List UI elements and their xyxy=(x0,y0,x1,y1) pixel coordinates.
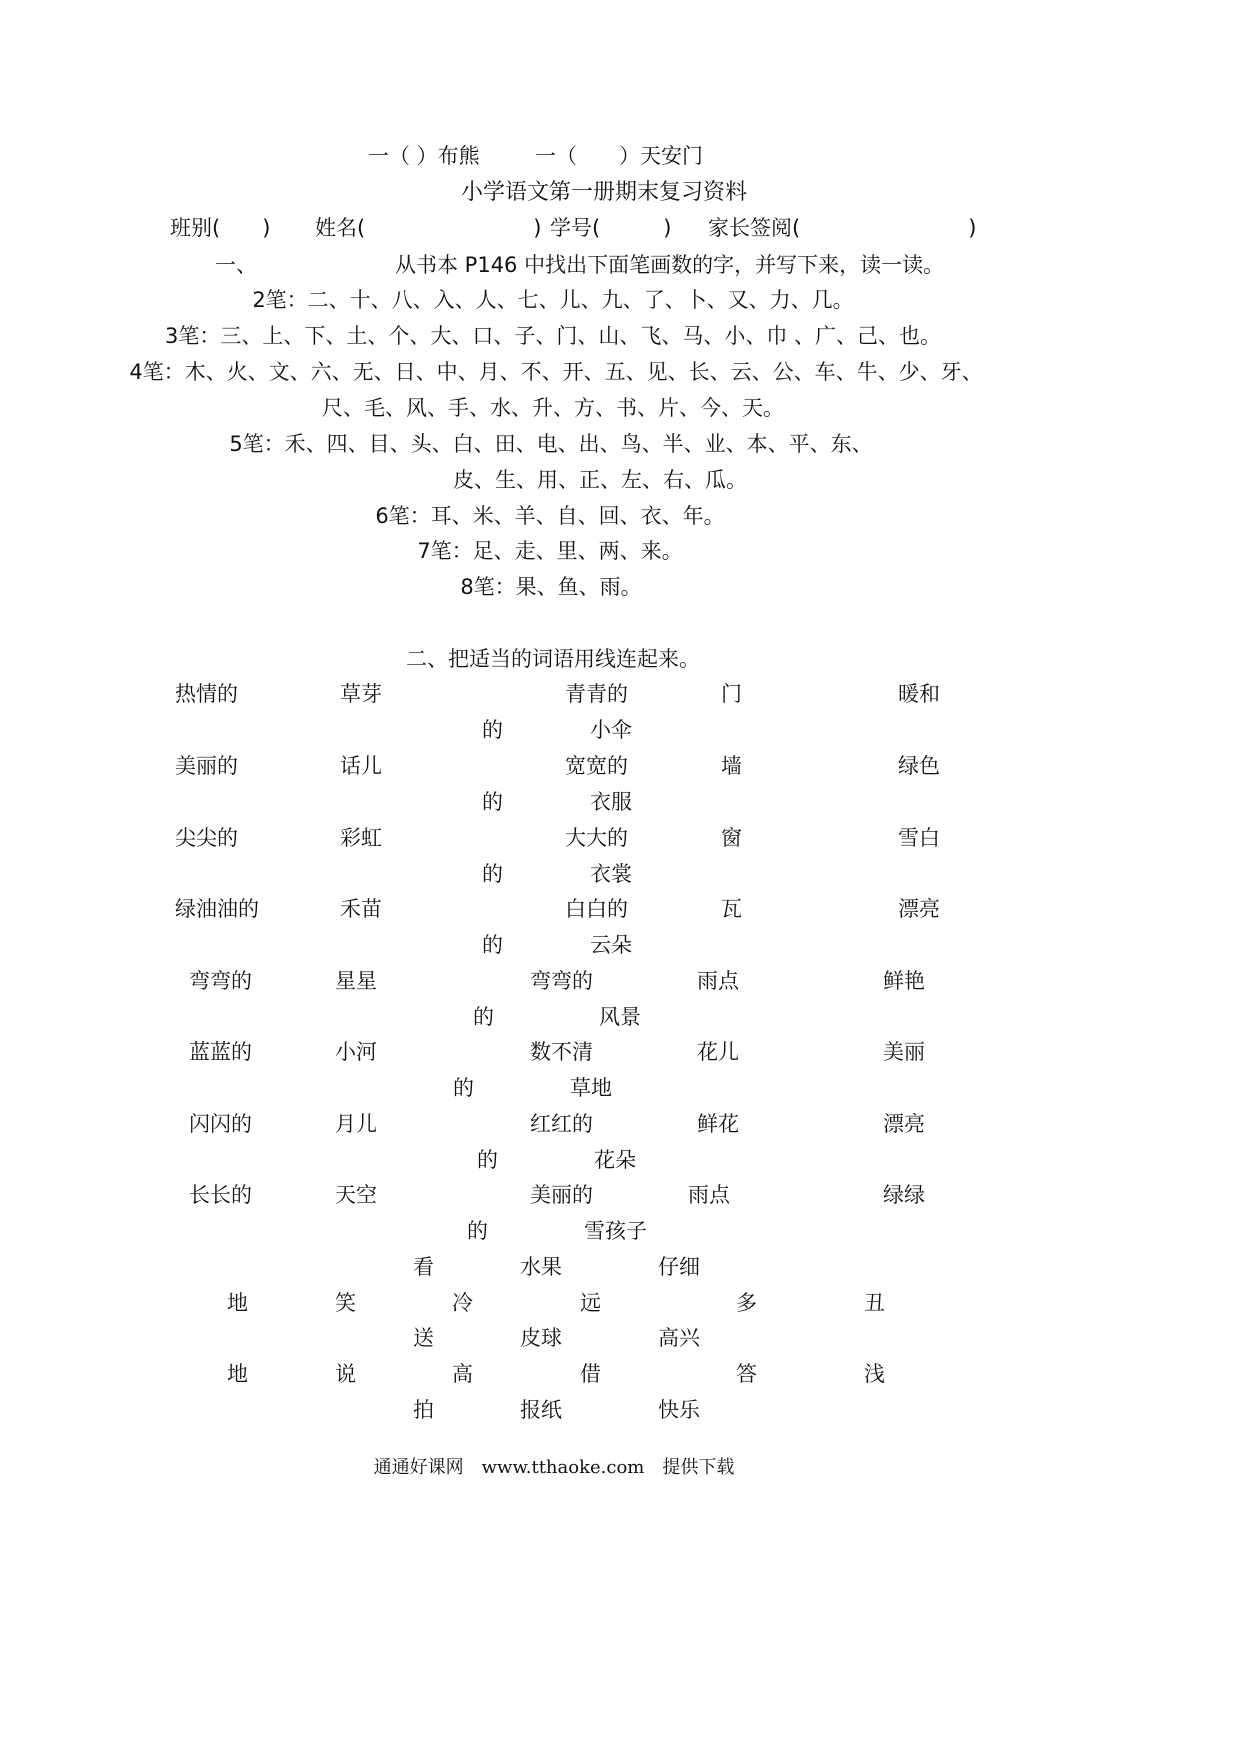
de-particle: 的 xyxy=(482,718,503,742)
verb-object: 水果 xyxy=(520,1255,562,1279)
word-noun: 星星 xyxy=(335,969,377,993)
verb-word: 看 xyxy=(413,1255,434,1279)
sub-word: 雪孩子 xyxy=(584,1219,647,1243)
de-particle: 的 xyxy=(482,933,503,957)
page-title: 小学语文第一册期末复习资料 xyxy=(460,180,748,205)
opposite-word: 答 xyxy=(736,1362,757,1386)
opposite-word: 远 xyxy=(580,1291,601,1315)
word-right: 绿绿 xyxy=(883,1183,925,1207)
section1-instruction: 从书本 P146 中找出下面笔画数的字，并写下来，读一读。 xyxy=(395,253,945,277)
stroke-line-8: 8笔：果、鱼、雨。 xyxy=(460,575,642,599)
opposite-word: 高 xyxy=(452,1362,473,1386)
stroke-line-5a: 5笔：禾、四、目、头、白、田、电、出、鸟、半、业、本、平、东、 xyxy=(229,432,873,456)
word-right: 绿色 xyxy=(898,754,940,778)
word-noun: 禾苗 xyxy=(340,897,382,921)
de-particle: 的 xyxy=(482,862,503,886)
word-noun: 月儿 xyxy=(335,1112,377,1136)
word-object: 墙 xyxy=(721,754,742,778)
adverb-word: 仔细 xyxy=(658,1255,700,1279)
section2-heading: 二、把适当的词语用线连起来。 xyxy=(406,647,700,671)
page-footer: 通通好课网 www.tthaoke.com 提供下载 xyxy=(373,1457,735,1478)
stroke-line-6: 6笔：耳、米、羊、自、回、衣、年。 xyxy=(375,504,725,528)
stroke-line-3: 3笔：三、上、下、土、个、大、口、子、门、山、飞、马、小、巾 、广、己、也。 xyxy=(164,324,942,348)
word-left: 弯弯的 xyxy=(189,969,252,993)
verb-word: 笑 xyxy=(335,1291,356,1315)
word-noun: 彩虹 xyxy=(340,826,382,850)
opposite-word: 丑 xyxy=(864,1291,885,1315)
opposite-word: 多 xyxy=(736,1291,757,1315)
word-noun: 小河 xyxy=(335,1040,377,1064)
sub-word: 风景 xyxy=(599,1005,641,1029)
de-particle: 的 xyxy=(482,790,503,814)
top-line-left: 一（ ）布熊 xyxy=(368,144,480,168)
word-left: 长长的 xyxy=(189,1183,252,1207)
top-line-right: 一（ ）天安门 xyxy=(535,144,703,168)
opposite-word: 浅 xyxy=(864,1362,885,1386)
student-id-field[interactable]: 学号( ) xyxy=(550,216,672,240)
word-noun: 天空 xyxy=(335,1183,377,1207)
de-particle: 的 xyxy=(477,1148,498,1172)
sub-word: 花朵 xyxy=(594,1148,636,1172)
di-particle: 地 xyxy=(227,1291,248,1315)
sub-word: 草地 xyxy=(570,1076,612,1100)
sub-word: 衣裳 xyxy=(590,862,632,886)
word-left: 热情的 xyxy=(175,682,238,706)
sub-word: 云朵 xyxy=(590,933,632,957)
word-adjective: 青青的 xyxy=(565,682,628,706)
word-object: 窗 xyxy=(721,826,742,850)
word-object: 门 xyxy=(721,682,742,706)
word-adjective: 白白的 xyxy=(565,897,628,921)
word-object: 鲜花 xyxy=(697,1112,739,1136)
adverb-word: 高兴 xyxy=(658,1326,700,1350)
word-right: 鲜艳 xyxy=(883,969,925,993)
adverb-word: 快乐 xyxy=(658,1398,700,1422)
word-adjective: 数不清 xyxy=(530,1040,593,1064)
opposite-word: 借 xyxy=(580,1362,601,1386)
word-right: 雪白 xyxy=(898,826,940,850)
de-particle: 的 xyxy=(473,1005,494,1029)
word-adjective: 红红的 xyxy=(530,1112,593,1136)
word-adjective: 大大的 xyxy=(565,826,628,850)
word-noun: 草芽 xyxy=(340,682,382,706)
word-right: 美丽 xyxy=(883,1040,925,1064)
stroke-line-2: 2笔：二、十、八、入、人、七、儿、九、了、卜、又、力、几。 xyxy=(252,288,854,312)
sub-word: 小伞 xyxy=(590,718,632,742)
verb-word: 说 xyxy=(335,1362,356,1386)
sub-word: 衣服 xyxy=(590,790,632,814)
verb-object: 皮球 xyxy=(520,1326,562,1350)
parent-sign-field[interactable]: 家长签阅( ) xyxy=(708,216,977,240)
word-object: 瓦 xyxy=(721,897,742,921)
word-object: 雨点 xyxy=(697,969,739,993)
stroke-line-4b: 尺、毛、风、手、水、升、方、书、片、今、天。 xyxy=(322,396,784,420)
opposite-word: 冷 xyxy=(452,1291,473,1315)
verb-object: 报纸 xyxy=(520,1398,562,1422)
word-left: 尖尖的 xyxy=(175,826,238,850)
word-object: 花儿 xyxy=(697,1040,739,1064)
word-left: 闪闪的 xyxy=(189,1112,252,1136)
di-particle: 地 xyxy=(227,1362,248,1386)
stroke-line-7: 7笔：足、走、里、两、来。 xyxy=(417,539,683,563)
verb-word: 送 xyxy=(413,1326,434,1350)
word-object: 雨点 xyxy=(688,1183,730,1207)
word-adjective: 弯弯的 xyxy=(530,969,593,993)
word-noun: 话儿 xyxy=(340,754,382,778)
word-left: 美丽的 xyxy=(175,754,238,778)
verb-word: 拍 xyxy=(413,1398,434,1422)
word-right: 暖和 xyxy=(898,682,940,706)
de-particle: 的 xyxy=(453,1076,474,1100)
word-left: 蓝蓝的 xyxy=(189,1040,252,1064)
de-particle: 的 xyxy=(467,1219,488,1243)
class-field[interactable]: 班别( ) xyxy=(170,216,271,240)
stroke-line-5b: 皮、生、用、正、左、右、瓜。 xyxy=(453,468,747,492)
stroke-line-4a: 4笔：木、火、文、六、无、日、中、月、不、开、五、见、长、云、公、车、牛、少、牙、 xyxy=(129,360,983,384)
word-adjective: 美丽的 xyxy=(530,1183,593,1207)
section1-number: 一、 xyxy=(215,253,257,277)
name-field[interactable]: 姓名( ) xyxy=(315,216,542,240)
word-adjective: 宽宽的 xyxy=(565,754,628,778)
word-right: 漂亮 xyxy=(883,1112,925,1136)
word-right: 漂亮 xyxy=(898,897,940,921)
word-left: 绿油油的 xyxy=(175,897,259,921)
